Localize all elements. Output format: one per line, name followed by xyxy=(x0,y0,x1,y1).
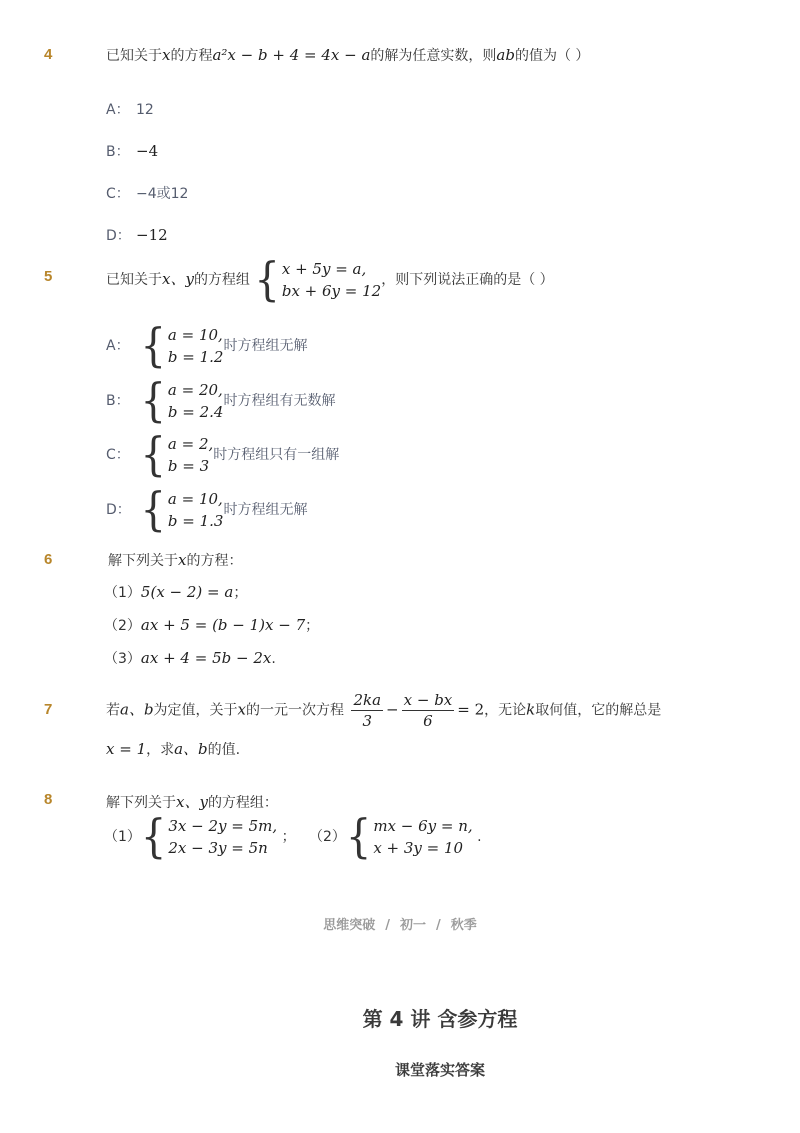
section-title: 第 4 讲 含参方程 xyxy=(362,1007,518,1031)
brace-icon: { xyxy=(140,810,167,864)
brace-icon: { xyxy=(140,483,166,537)
brace-icon: { xyxy=(140,319,166,373)
option-d[interactable]: D： −12 xyxy=(106,226,168,244)
question-number: 7 xyxy=(44,701,53,718)
sub-question-2: （2）ax + 5 = (b − 1)x − 7； xyxy=(104,616,320,634)
question-number: 4 xyxy=(44,46,53,63)
question-stem: 已知关于x、y的方程组 { x + 5y = a, bx + 6y = 12 ，则下列说法正确的是（ ） xyxy=(106,253,554,307)
question-stem: 已知关于x的方程a²x − b + 4 = 4x − a的解为任意实数，则ab的值为（ ） xyxy=(106,46,590,64)
sub-question-1: （1）5(x − 2) = a； xyxy=(104,583,248,601)
page-footer: 思维突破 / 初一 / 秋季 xyxy=(323,918,477,933)
option-a[interactable]: A： 12 xyxy=(106,102,154,118)
question-stem: 解下列关于x、y的方程组： xyxy=(106,793,278,811)
question-stem: 解下列关于x的方程： xyxy=(108,551,243,569)
fraction: $\frac{2ka}{3}$ xyxy=(353,691,382,730)
sub-question-3: （3）ax + 4 = 5b − 2x. xyxy=(104,649,276,667)
brace-icon: { xyxy=(345,810,372,864)
question-number: 5 xyxy=(44,268,53,285)
option-a[interactable]: A： { a = 10, b = 1.2 时方程组无解 xyxy=(106,319,308,373)
option-c[interactable]: C： −4或12 xyxy=(106,186,189,202)
equation-system: { x + 5y = a, bx + 6y = 12 xyxy=(254,253,382,307)
question-stem: 若a、b为定值，关于x的一元一次方程 $\frac{2ka}{3}$ − $\frac{x - bx}{6}$ = 2，无论k取何值，它的解总是 xyxy=(106,691,662,730)
equation: a²x − b + 4 = 4x − a xyxy=(212,46,371,64)
question-stem-line-2: x = 1，求a、b的值. xyxy=(106,740,241,758)
sub-question-systems: （1） { 3x − 2y = 5m, 2x − 3y = 5n ； （2） { mx − 6y = n, x + 3y = 10 . xyxy=(104,810,482,864)
option-b[interactable]: B： { a = 20, b = 2.4 时方程组有无数解 xyxy=(106,374,336,428)
brace-icon: { xyxy=(140,374,166,428)
question-number: 8 xyxy=(44,791,53,808)
section-subtitle: 课堂落实答案 xyxy=(394,1061,485,1079)
option-b[interactable]: B： −4 xyxy=(106,142,159,160)
brace-icon: { xyxy=(254,253,280,307)
fraction: $\frac{x - bx}{6}$ xyxy=(403,691,453,730)
option-d[interactable]: D： { a = 10, b = 1.3 时方程组无解 xyxy=(106,483,308,537)
question-number: 6 xyxy=(44,551,53,568)
brace-icon: { xyxy=(140,428,166,482)
option-c[interactable]: C： { a = 2, b = 3 时方程组只有一组解 xyxy=(106,428,340,482)
